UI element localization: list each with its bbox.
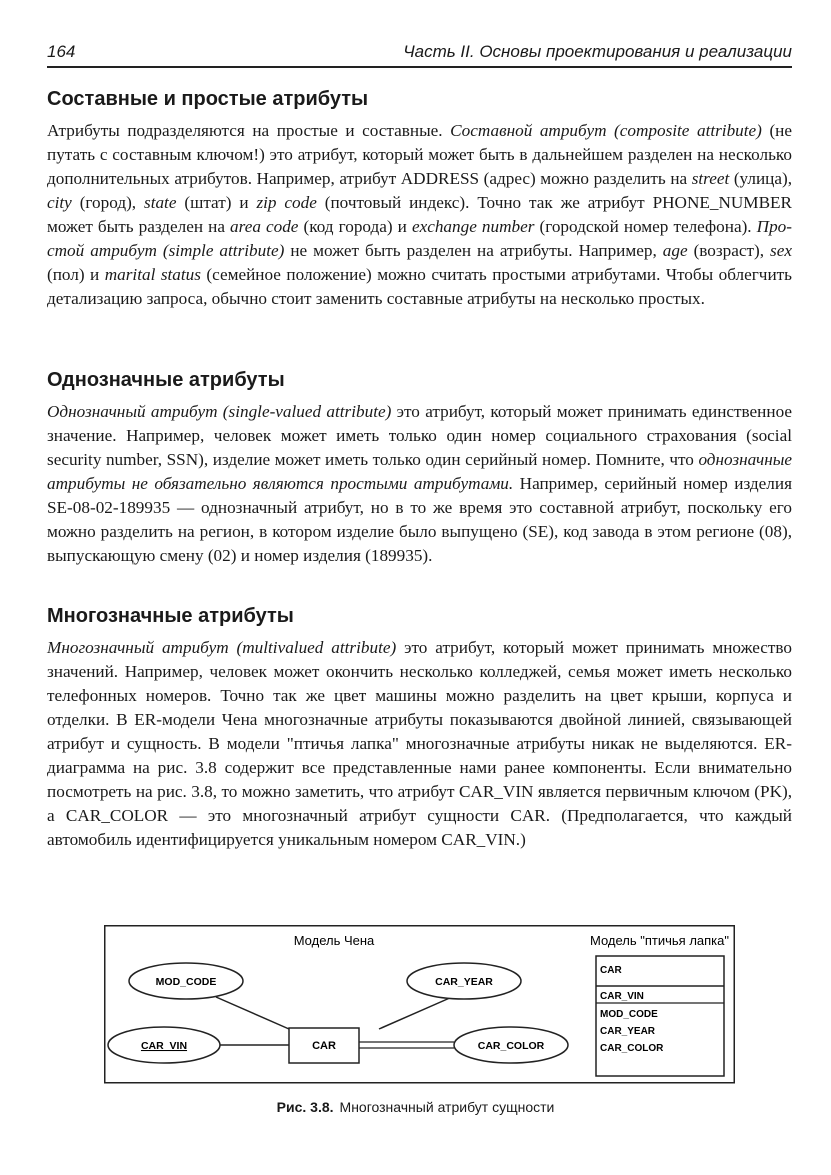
- text-run: (семейное положение) можно считать простыми атрибутами. Чтобы облегчить детализацию запроса, обычно стоит заменить составные атрибуты на несколько простых.: [47, 265, 792, 308]
- crowfoot-pk-attribute: CAR_VIN: [600, 991, 644, 1002]
- text-run: (штат) и: [176, 193, 257, 212]
- text-run: (код города) и: [298, 217, 412, 236]
- er-diagram-figure: [104, 925, 735, 1085]
- italic-term: zip code: [256, 193, 317, 212]
- chen-model-title: Модель Чена: [293, 933, 375, 948]
- italic-term: Однозначный атрибут (single-valued attribute): [47, 402, 392, 421]
- text-run: это атрибут, который может принимать множество значений. Например, человек может окончить несколько колледжей, семья может иметь несколько телефонных номеров. Точно так же цвет машины можно разделить на цвет крыши, корпуса и отделки. В ER-модели Чена многозначные атрибуты показываются двойной линией, связывающей атрибут и сущность. В модели "птичья лапка" многозначные атрибуты никак не выделяются. ER-диаграмма на рис. 3.8 содержит все представленные нами ранее компоненты. Если внимательно посмотреть на рис. 3.8, то можно заметить, что атрибут CAR_VIN является первичным ключом (PK), а CAR_COLOR — это многозначный атрибут сущности CAR. (Предполагается, что каждый автомобиль идентифицируется уникальным номером CAR_VIN.): [47, 638, 792, 849]
- section-heading-composite: Составные и простые атрибуты: [47, 88, 369, 110]
- section-paragraph-multivalued: [47, 636, 792, 852]
- crowfoot-attribute: CAR_COLOR: [600, 1043, 664, 1054]
- text-run: (городской номер телефона).: [534, 217, 757, 236]
- italic-term: Простой атрибут (simple attribute): [47, 217, 793, 260]
- figure-caption: [0, 1099, 831, 1115]
- text-run: Например, серийный номер изделия SE-08-02-189935 — однозначный атрибут, но в то же время это составной атрибут, поскольку его можно разделить на регион, в котором изделие было выпущено (SE), код завода в этом регионе (08), выпускающую смену (02) и номер изделия (189935).: [47, 474, 792, 565]
- attribute-label-car-year: CAR_YEAR: [435, 976, 493, 988]
- crowfoot-model-title: Модель "птичья лапка": [589, 933, 729, 948]
- text-run: (пол) и: [47, 265, 105, 284]
- connector-mod-code: [216, 997, 289, 1029]
- italic-term: area code: [230, 217, 299, 236]
- italic-term: age: [662, 241, 688, 260]
- crowfoot-attribute: MOD_CODE: [600, 1009, 658, 1020]
- italic-term: однозначные атрибуты не обязательно являются простыми атрибутами.: [47, 450, 792, 493]
- text-run: Атрибуты подразделяются на простые и составные.: [47, 121, 451, 140]
- italic-term: marital status: [104, 265, 201, 284]
- entity-label-car: CAR: [312, 1040, 336, 1052]
- page-number: 164: [47, 42, 76, 61]
- section-heading-multivalued: Многозначные атрибуты: [47, 605, 294, 627]
- italic-term: city: [47, 193, 72, 212]
- text-run: (улица),: [729, 169, 793, 188]
- running-header: [47, 38, 792, 68]
- attribute-label-mod-code: MOD_CODE: [155, 976, 217, 988]
- attribute-label-car-color: CAR_COLOR: [477, 1040, 545, 1052]
- crowfoot-entity-name: CAR: [600, 965, 622, 976]
- attribute-label-car-vin: CAR_VIN: [140, 1040, 188, 1052]
- text-run: (город),: [71, 193, 144, 212]
- figure-caption-label: Рис. 3.8.: [276, 1099, 334, 1115]
- text-run: не может быть разделен на атрибуты. Например,: [284, 241, 663, 260]
- italic-term: Составной атрибут (composite attribute): [450, 121, 762, 140]
- italic-term: Многозначный атрибут (multivalued attribute): [47, 638, 397, 657]
- crowfoot-attribute: CAR_YEAR: [600, 1026, 656, 1037]
- text-run: (не путать с составным ключом!) это атрибут, который может быть в дальнейшем разделен на несколько дополнительных атрибутов. Например, атрибут ADDRESS (адрес) можно разделить на: [47, 121, 792, 188]
- section-heading-single-valued: Однозначные атрибуты: [47, 369, 285, 391]
- italic-term: state: [144, 193, 177, 212]
- section-paragraph-single-valued: [47, 400, 792, 568]
- text-run: это атрибут, который может принимать единственное значение. Например, человек может иметь только один номер социального страхования (social security number, SSN), изделие может иметь только один серийный номер. Помните, что: [47, 402, 792, 469]
- text-run: (возраст),: [687, 241, 771, 260]
- connector-car-year: [379, 997, 452, 1029]
- italic-term: street: [691, 169, 730, 188]
- text-run: (почтовый индекс). Точно так же атрибут PHONE_NUMBER может быть разделен на: [47, 193, 792, 236]
- figure-caption-text: Многозначный атрибут сущности: [339, 1099, 555, 1115]
- section-paragraph-composite: [47, 119, 792, 311]
- italic-term: sex: [770, 241, 792, 260]
- italic-term: exchange number: [411, 217, 535, 236]
- part-title: Часть II. Основы проектирования и реализации: [403, 42, 792, 61]
